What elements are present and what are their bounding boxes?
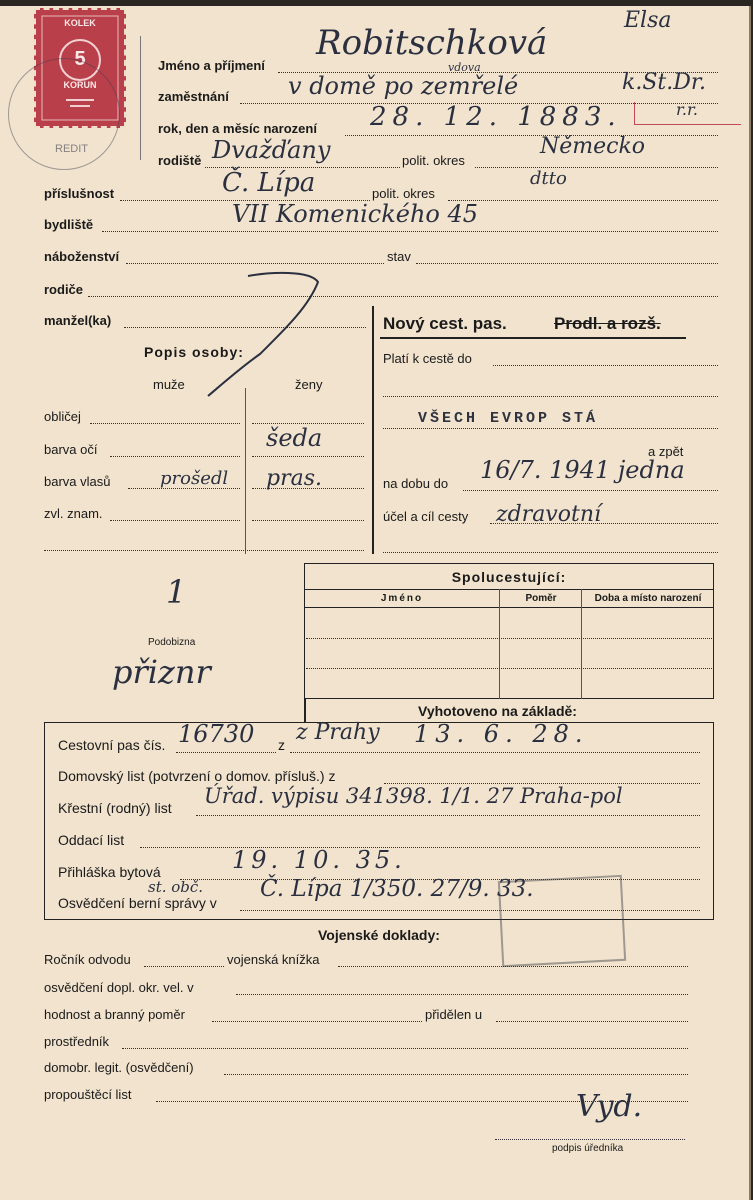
label-barva-vlasu: barva vlasů: [44, 474, 111, 489]
label-jmeno: Jméno a příjmení: [158, 58, 265, 73]
label-krestni: Křestní (rodný) list: [58, 800, 172, 816]
hw-prihlaska-val: 19. 10. 35.: [232, 846, 406, 874]
label-spolu: Spolucestující:: [451, 569, 567, 585]
hw-pass-date: 13. 6. 28.: [414, 720, 589, 748]
hw-pass-no: 16730: [178, 720, 255, 748]
line-nabozenstvi: [126, 263, 384, 264]
line-okres2: [448, 200, 718, 201]
col-jmeno: Jméno: [380, 593, 424, 604]
label-prodl: Prodl. a rozš.: [554, 314, 661, 333]
line-stav: [416, 263, 718, 264]
line-cest-pas: [176, 752, 276, 753]
line-prostrednik: [122, 1048, 688, 1049]
label-plati: Platí k cestě do: [383, 351, 472, 366]
hw-pass-from: z Prahy: [296, 720, 380, 745]
postmark-text: REDIT: [55, 143, 88, 155]
line-oci-m: [110, 456, 240, 457]
official-stamp: [498, 875, 626, 967]
line-cest-pas-z: [290, 752, 700, 753]
line-dopl: [236, 994, 688, 995]
line-plati-3: [383, 428, 718, 429]
hw-occupation: v domě po zemřelé: [288, 72, 519, 100]
line-ucel-2: [383, 552, 718, 553]
hw-hair-f: pras.: [266, 466, 322, 491]
label-osvedceni: Osvědčení berní správy v: [58, 895, 217, 911]
label-novy-pas: Nový cest. pas.: [383, 314, 507, 333]
label-bydliste: bydliště: [44, 217, 94, 232]
line-podpis: [495, 1139, 685, 1140]
companions-row-2: [306, 668, 712, 669]
label-prihlaska: Přihláška bytová: [58, 864, 161, 880]
label-zamestnani: zaměstnání: [158, 89, 229, 104]
label-vyhotoveno: Vyhotoveno na základě:: [418, 703, 577, 719]
hw-signature: Vyd.: [576, 1089, 643, 1124]
line-pridelen: [496, 1021, 688, 1022]
label-manzel: manžel(ka): [44, 313, 112, 328]
hw-hair: prošedl: [160, 468, 229, 489]
label-z: z: [278, 737, 285, 753]
popis-column-divider: [245, 388, 246, 554]
header-frame-line: [140, 36, 141, 160]
label-zeny: ženy: [295, 377, 323, 392]
label-barva-oci: barva očí: [44, 442, 98, 457]
hw-osvedceni-prefix: st. obč.: [148, 878, 204, 896]
line-knizka: [338, 966, 688, 967]
hw-residence: VII Komenického 45: [232, 200, 479, 228]
hw-first-name: Elsa: [624, 8, 672, 33]
label-muze: muže: [153, 377, 185, 392]
label-popis: Popis osoby:: [144, 344, 244, 360]
line-znam-m: [110, 520, 240, 521]
label-a-zpet: a zpět: [648, 444, 684, 459]
hw-photo-word: přiznr: [112, 653, 211, 691]
section-divider: [372, 306, 374, 554]
label-domovsky: Domovský list (potvrzení o domov. přísluš.) z: [58, 768, 336, 784]
hw-travel-dest: VŠECH EVROP STÁ: [418, 410, 599, 427]
line-rodice: [88, 296, 718, 297]
line-oblicej-m: [90, 423, 240, 424]
label-okres2: polit. okres: [372, 186, 435, 201]
label-dopl: osvědčení dopl. okr. vel. v: [44, 980, 194, 995]
line-znam-f: [252, 520, 364, 521]
col-doba: Doba a místo narození: [594, 593, 702, 604]
line-okres1: [475, 167, 718, 168]
line-osvedceni: [240, 910, 700, 911]
label-zvl-znam: zvl. znam.: [44, 506, 103, 521]
hw-occupation-tail: k.St.Dr.: [622, 70, 706, 95]
label-narozeni: rok, den a měsíc narození: [158, 121, 317, 136]
label-rodice: rodiče: [44, 282, 84, 297]
label-rocnik: Ročník odvodu: [44, 952, 131, 967]
hw-eyes: šeda: [266, 424, 323, 452]
postmark: [8, 58, 120, 170]
col-pomer: Poměr: [525, 593, 557, 604]
hw-photo-mark: 1: [166, 573, 187, 611]
companions-subheader-line: [304, 607, 714, 608]
hw-occupation-note: vdova: [448, 61, 481, 74]
line-rocnik: [144, 966, 224, 967]
label-knizka: vojenská knížka: [227, 952, 320, 967]
label-propousteci: propouštěcí list: [44, 1087, 132, 1102]
label-stav: stav: [387, 249, 411, 264]
stamp-value: 5: [74, 48, 86, 70]
label-oblicej: obličej: [44, 409, 81, 424]
companions-col-divider-1: [499, 589, 500, 699]
label-hodnost: hodnost a branný poměr: [44, 1007, 185, 1022]
label-domobr: domobr. legit. (osvědčení): [44, 1060, 194, 1075]
passport-application-form: [0, 6, 751, 1200]
hw-birthplace: Dvažďany: [212, 136, 331, 164]
companions-row-1: [306, 638, 712, 639]
hw-side-mark: r.r.: [676, 100, 698, 119]
line-domobr: [224, 1074, 688, 1075]
stamp-top-text: KOLEK: [64, 18, 96, 28]
line-oci-f: [252, 456, 364, 457]
line-hodnost: [212, 1021, 422, 1022]
line-znam-extra: [44, 550, 364, 551]
hw-district1: Německo: [540, 134, 646, 159]
label-na-dobu: na dobu do: [383, 476, 449, 491]
label-podpis: podpis úředníka: [552, 1143, 624, 1154]
hw-birth-date: 28. 12. 1883.: [370, 102, 622, 132]
companions-col-divider-2: [581, 589, 582, 699]
label-prislusnost: příslušnost: [44, 186, 115, 201]
line-na-dobu: [463, 490, 718, 491]
label-okres1: polit. okres: [402, 153, 465, 168]
label-vojenske: Vojenské doklady:: [318, 927, 440, 943]
hw-purpose: zdravotní: [496, 502, 602, 527]
hw-district2: dtto: [530, 168, 567, 189]
companions-header-line: [304, 589, 714, 590]
line-oddaci: [140, 847, 700, 848]
hw-osvedceni-val: Č. Lípa 1/350. 27/9. 33.: [260, 876, 534, 902]
label-cest-pas: Cestovní pas čís.: [58, 737, 166, 753]
label-nabozenstvi: náboženství: [44, 249, 120, 264]
stamp-bottom-text: KORUN: [63, 80, 97, 90]
label-pridelen: přidělen u: [425, 1007, 483, 1022]
label-ucel: účel a cíl cesty: [383, 509, 469, 524]
line-narozeni: [345, 135, 718, 136]
hw-birth-cert: Úřad. výpisu 341398. 1/1. 27 Praha-pol: [204, 784, 623, 808]
label-rodiste: rodiště: [158, 153, 202, 168]
line-plati: [493, 365, 718, 366]
line-bydliste: [102, 231, 718, 232]
label-prostrednik: prostředník: [44, 1034, 110, 1049]
hw-valid-until: 16/7. 1941 jedna: [480, 456, 685, 484]
pas-underline: [380, 337, 686, 339]
label-oddaci: Oddací list: [58, 832, 125, 848]
line-krestni: [196, 815, 700, 816]
label-podobizna: Podobizna: [148, 637, 196, 648]
hw-name: Robitschková: [316, 23, 548, 63]
line-plati-2: [383, 396, 718, 397]
hw-nationality: Č. Lípa: [222, 168, 316, 198]
